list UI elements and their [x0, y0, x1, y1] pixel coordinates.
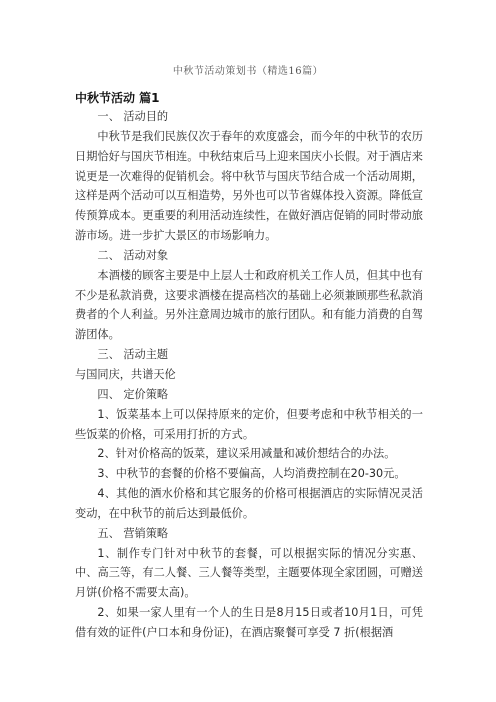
- pricing-item-3: 3、中秋节的套餐的价格不要偏高，人均消费控制在20-30元。: [97, 467, 406, 481]
- heading-marketing: 五、 营销策略: [97, 526, 169, 540]
- heading-purpose: 一、 活动目的: [97, 110, 169, 123]
- marketing-item-1: 1、制作专门针对中秋节的套餐，可以根据实际的情况分实惠、中、高三等，有二人餐、三人餐等类型，主题要体现全家团圆，可赠送月饼(价格不需要太高)。: [75, 546, 423, 600]
- pricing-item-1: 1、饭菜基本上可以保持原来的定价，但要考虑和中秋节相关的一些饭菜的价格，可采用打折的方式。: [75, 407, 423, 441]
- pricing-item-2: 2、针对价格高的饭菜，建议采用减量和减价想结合的办法。: [97, 447, 396, 461]
- page-header: 中秋节活动策划书（精选16篇）: [172, 66, 324, 77]
- heading-target: 二、 活动对象: [97, 248, 169, 262]
- heading-theme: 三、 活动主题: [97, 348, 169, 362]
- paragraph-purpose: 中秋节是我们民族仅次于春年的欢度盛会，而今年的中秋节的农历日期恰好与国庆节相连。中秋结束后马上迎来国庆小长假。对于酒店来说更是一次难得的促销机会。将中秋节与国庆节结合成一个活动周期，这样是两个活动可以互相造势，另外也可以节省媒体投入资源。降低宣传预算成本。更重要的利用活动连续性，在做好酒店促销的同时带动旅游市场。进一步扩大景区的市场影响力。: [75, 129, 423, 243]
- pricing-item-4: 4、其他的酒水价格和其它服务的价格可根据酒店的实际情况灵活变动，在中秋节的前后达到最低价。: [75, 487, 423, 520]
- document-body: [75, 107, 423, 643]
- paragraph-theme: 与国同庆，共谱天伦: [75, 367, 176, 381]
- section-title: 中秋节活动 篇1: [75, 91, 160, 105]
- marketing-item-2: 2、如果一家人里有一个人的生日是8月15日或者10月1日，可凭借有效的证件(户口本和身份证)，在酒店聚餐可享受 7 折(根据酒: [75, 606, 423, 639]
- paragraph-target: 本酒楼的顾客主要是中上层人士和政府机关工作人员，但其中也有不少是私款消费，这要求酒楼在提高档次的基础上必须兼顾那些私款消费者的个人利益。另外注意周边城市的旅行团队。和有能力消费的自驾游团体。: [75, 268, 423, 342]
- heading-pricing: 四、 定价策略: [97, 387, 169, 401]
